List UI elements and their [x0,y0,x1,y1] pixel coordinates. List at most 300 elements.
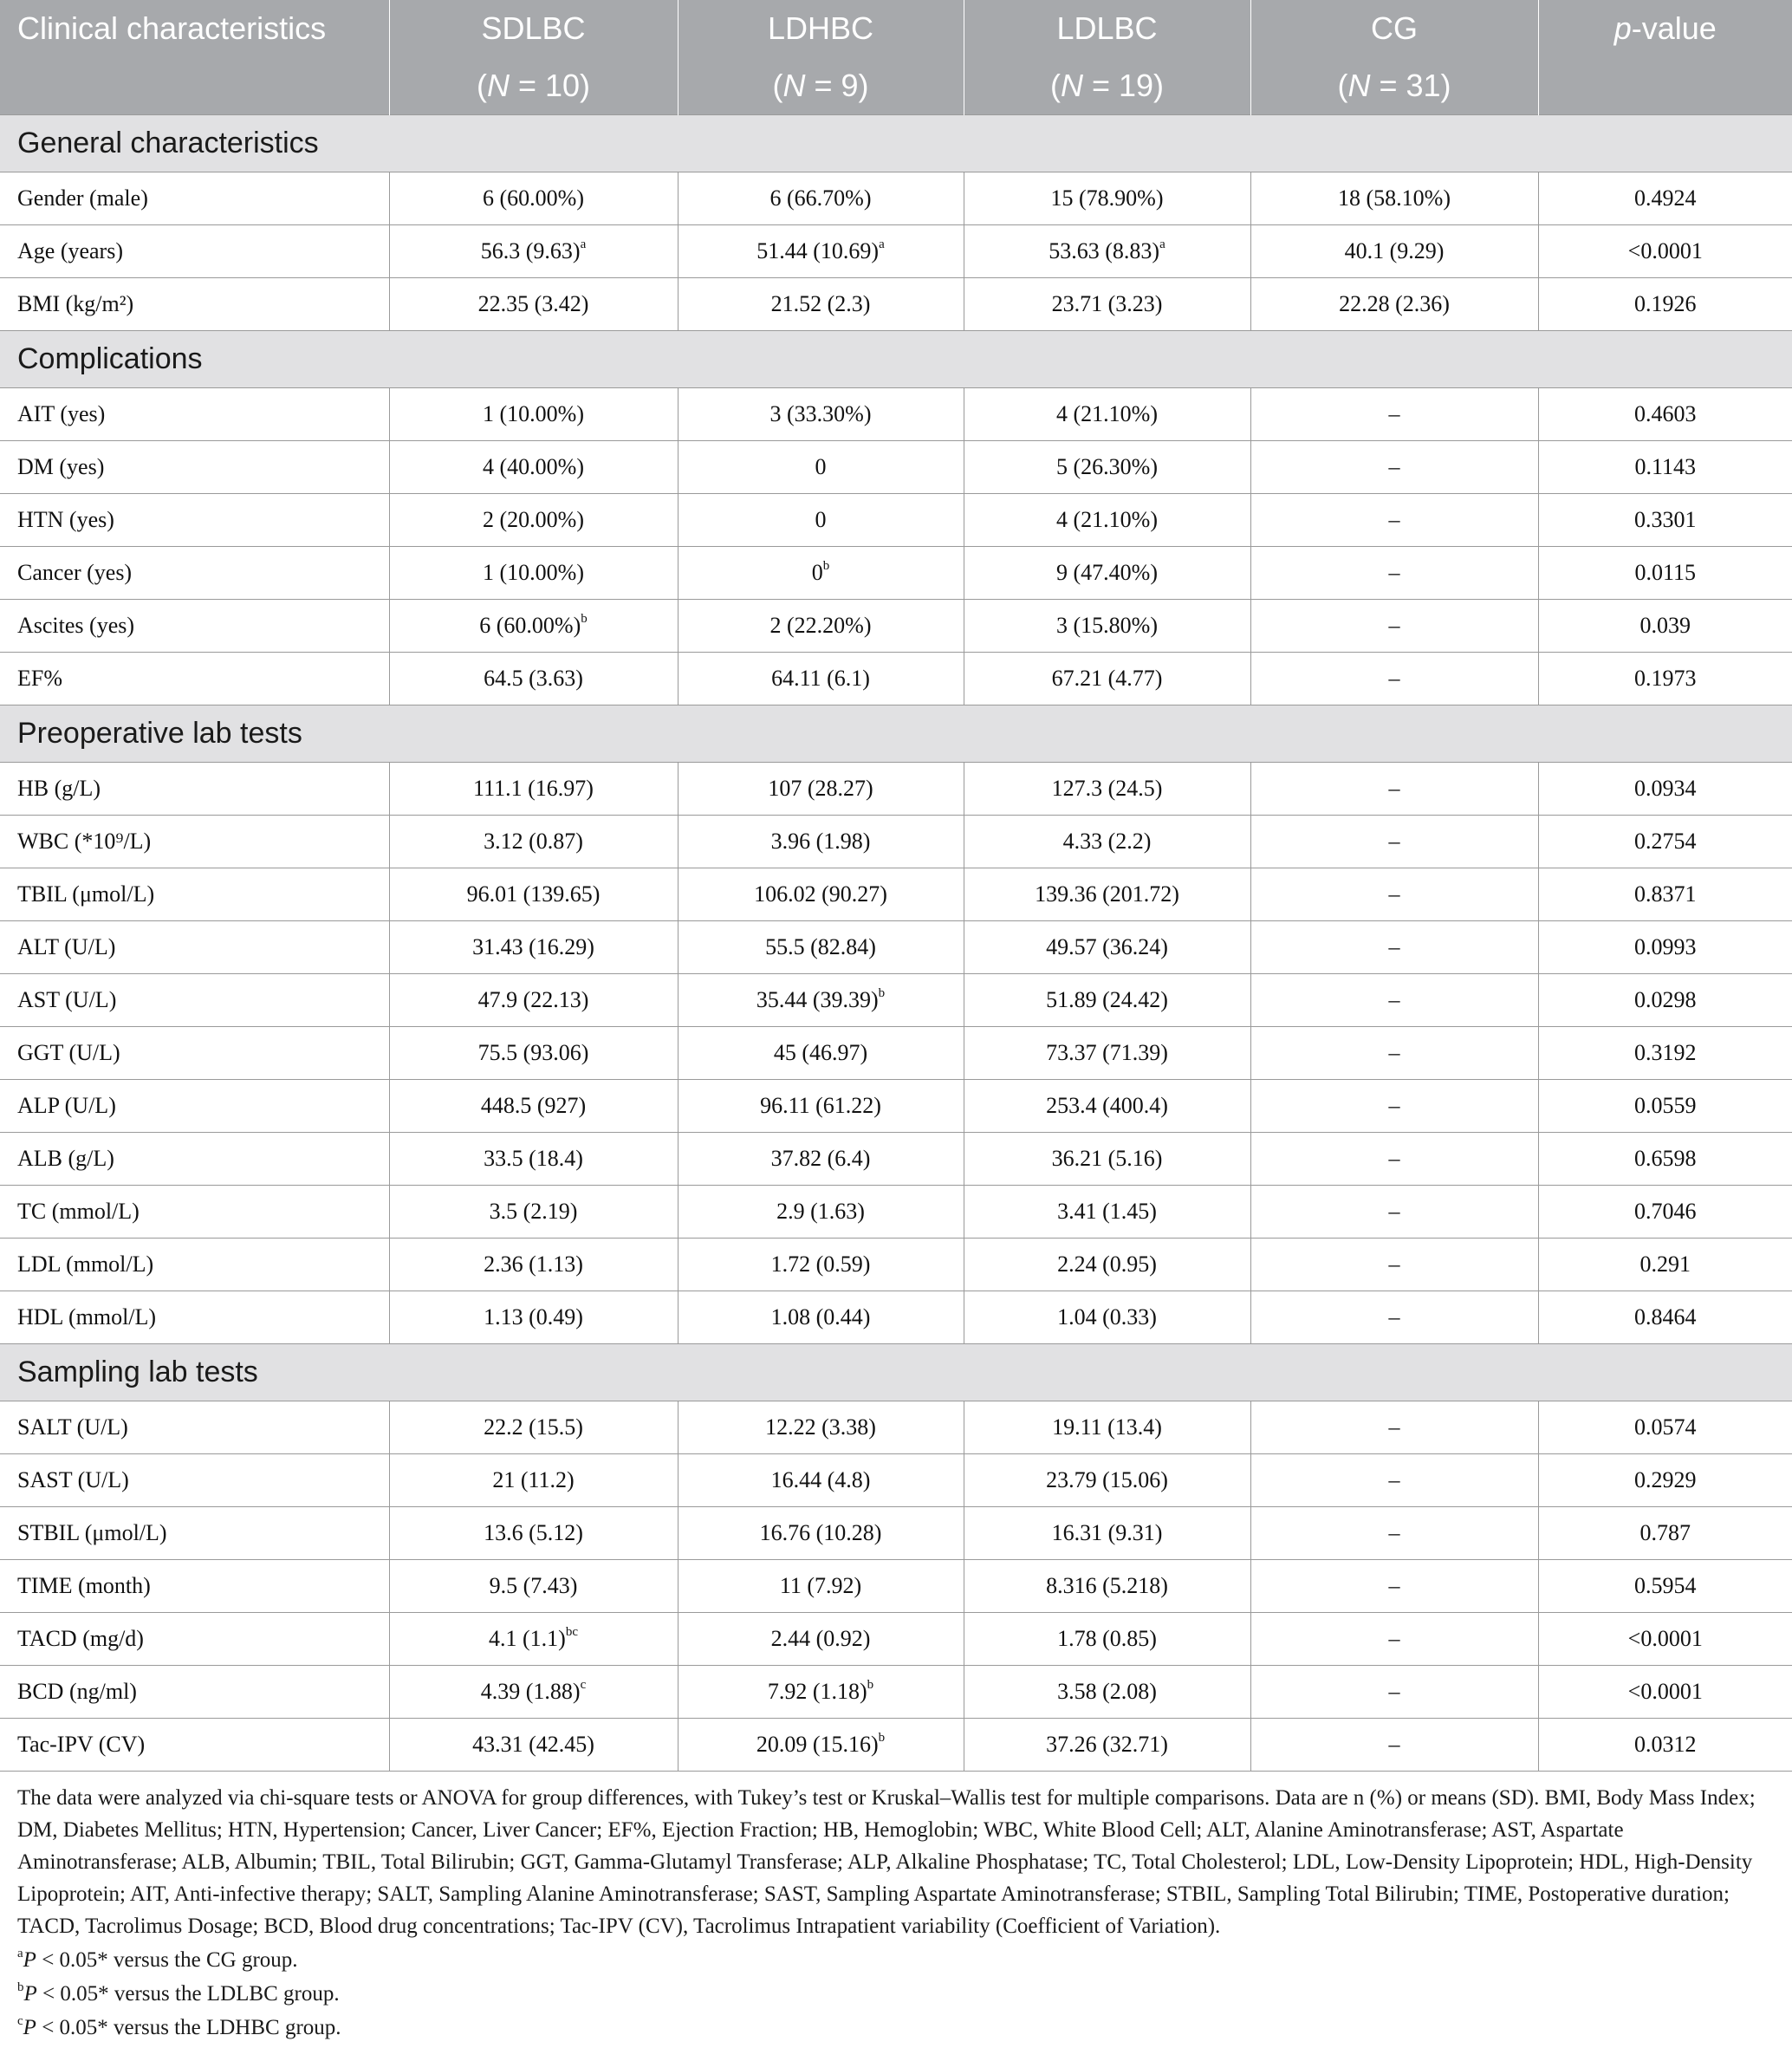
cell-p-value: 0.5954 [1538,1560,1792,1613]
significance-superscript: b [878,1731,886,1746]
cell-sdlbc [389,1186,678,1239]
row-label: LDL (mmol/L) [0,1239,389,1291]
table-row [0,494,1792,547]
cell-p-value: 0.0934 [1538,763,1792,816]
cell-cg [1250,763,1538,816]
cell-cg [1250,1719,1538,1772]
cell-sdlbc [389,388,678,441]
cell-value: 0 [815,454,827,479]
table-footnotes [0,1772,1792,2044]
row-label: DM (yes) [0,441,389,494]
cell-value: 64.11 (6.1) [771,666,870,691]
footnote-b [17,1978,1775,2010]
cell-ldhbc [678,600,964,653]
cell-ldhbc [678,653,964,705]
cell-value: 8.316 (5.218) [1046,1573,1168,1598]
table-row [0,1454,1792,1507]
cell-p-value: 0.0312 [1538,1719,1792,1772]
significance-superscript: b [822,559,830,574]
cell-cg [1250,172,1538,225]
cell-ldhbc [678,921,964,974]
table-row [0,278,1792,331]
cell-ldhbc [678,868,964,921]
section-title: Sampling lab tests [0,1344,1792,1401]
header-row-counts [0,57,1792,115]
cell-ldhbc [678,1560,964,1613]
cell-ldlbc [964,1719,1250,1772]
cell-sdlbc [389,278,678,331]
cell-value: – [1388,560,1400,585]
cell-p-value: <0.0001 [1538,225,1792,278]
cell-ldlbc [964,600,1250,653]
cell-value: 51.89 (24.42) [1046,987,1168,1012]
cell-value: 1.13 (0.49) [484,1304,583,1330]
cell-p-value: <0.0001 [1538,1613,1792,1666]
cell-value: 21.52 (2.3) [770,291,871,316]
cell-p-value: 0.0559 [1538,1080,1792,1133]
cell-value: 15 (78.90%) [1050,185,1164,211]
cell-p-value: 0.7046 [1538,1186,1792,1239]
cell-value: – [1388,1467,1400,1492]
row-label: HB (g/L) [0,763,389,816]
cell-value: 12.22 (3.38) [765,1414,876,1440]
n-open: ( [772,68,783,103]
cell-cg [1250,388,1538,441]
cell-sdlbc [389,441,678,494]
cell-p-value: 0.1926 [1538,278,1792,331]
cell-value: – [1388,666,1400,691]
cell-ldlbc [964,1666,1250,1719]
cell-ldhbc [678,1507,964,1560]
cell-value: 1.72 (0.59) [770,1252,871,1277]
cell-value: 4.1 (1.1) [489,1626,566,1651]
cell-value: 6 (60.00%) [479,613,581,638]
cell-ldhbc [678,494,964,547]
cell-value: 56.3 (9.63) [480,238,581,263]
table-row [0,921,1792,974]
cell-p-value: 0.3192 [1538,1027,1792,1080]
cell-sdlbc [389,921,678,974]
cell-p-value: <0.0001 [1538,1666,1792,1719]
cell-value: 3 (33.30%) [769,401,872,426]
cell-value: 64.5 (3.63) [484,666,583,691]
row-label: WBC (*10⁹/L) [0,816,389,868]
row-label: TACD (mg/d) [0,1613,389,1666]
row-label: Gender (male) [0,172,389,225]
footnote-c [17,2012,1775,2044]
section-title: General characteristics [0,115,1792,172]
cell-value: 55.5 (82.84) [765,934,876,959]
cell-value: – [1388,1414,1400,1440]
table-row [0,1133,1792,1186]
n-italic: N [1060,68,1083,103]
cell-ldlbc [964,1239,1250,1291]
cell-ldlbc [964,816,1250,868]
cell-value: 2.9 (1.63) [776,1199,865,1224]
significance-superscript: b [878,986,886,1001]
cell-value: – [1388,507,1400,532]
table-row [0,1239,1792,1291]
cell-cg [1250,1560,1538,1613]
cell-value: 3.41 (1.45) [1057,1199,1157,1224]
header-p-rest: -value [1631,10,1717,46]
table-row [0,1401,1792,1454]
cell-value: 6 (66.70%) [769,185,872,211]
footnote-a [17,1944,1775,1976]
cell-ldlbc [964,547,1250,600]
cell-sdlbc [389,1454,678,1507]
table-row [0,172,1792,225]
cell-value: 43.31 (42.45) [472,1732,594,1757]
table-row [0,1560,1792,1613]
footnote-p-italic: P [23,2016,36,2039]
cell-ldlbc [964,974,1250,1027]
cell-ldhbc [678,225,964,278]
cell-value: 1.08 (0.44) [770,1304,871,1330]
cell-ldlbc [964,172,1250,225]
n-value: = 10) [509,68,591,103]
table-row [0,600,1792,653]
cell-value: 253.4 (400.4) [1046,1093,1168,1118]
cell-cg [1250,868,1538,921]
cell-ldlbc [964,494,1250,547]
cell-sdlbc [389,1613,678,1666]
row-label: EF% [0,653,389,705]
cell-ldhbc [678,1613,964,1666]
n-open: ( [476,68,487,103]
cell-value: 73.37 (71.39) [1046,1040,1168,1065]
cell-value: – [1388,987,1400,1012]
cell-ldlbc [964,388,1250,441]
cell-sdlbc [389,1239,678,1291]
cell-ldlbc [964,1080,1250,1133]
cell-value: 16.44 (4.8) [770,1467,871,1492]
cell-value: 9 (47.40%) [1056,560,1158,585]
table-row [0,1080,1792,1133]
cell-value: 23.79 (15.06) [1046,1467,1168,1492]
cell-value: 21 (11.2) [492,1467,575,1492]
table-header [0,0,1792,115]
header-row-groups [0,0,1792,57]
footnote-p-italic: P [23,1948,36,1972]
cell-value: 5 (26.30%) [1056,454,1158,479]
cell-cg [1250,1454,1538,1507]
cell-value: 3 (15.80%) [1056,613,1158,638]
header-n-cg [1250,57,1538,115]
row-label: Age (years) [0,225,389,278]
section-header-row [0,1344,1792,1401]
footnote-text: < 0.05* versus the CG group. [36,1948,298,1972]
cell-sdlbc [389,816,678,868]
cell-value: 47.9 (22.13) [477,987,589,1012]
cell-value: 1 (10.00%) [483,560,584,585]
cell-ldlbc [964,1560,1250,1613]
header-clinical-characteristics: Clinical characteristics [0,0,389,57]
cell-value: – [1388,1732,1400,1757]
cell-value: 6 (60.00%) [483,185,584,211]
row-label: ALP (U/L) [0,1080,389,1133]
cell-ldlbc [964,921,1250,974]
cell-value: 18 (58.10%) [1338,185,1451,211]
n-open: ( [1337,68,1348,103]
cell-value: 33.5 (18.4) [484,1146,583,1171]
row-label: HTN (yes) [0,494,389,547]
cell-value: 4.39 (1.88) [480,1679,581,1704]
table-row [0,1719,1792,1772]
cell-ldlbc [964,1401,1250,1454]
cell-value: 3.12 (0.87) [484,829,583,854]
cell-value: 23.71 (3.23) [1051,291,1163,316]
cell-value: 22.35 (3.42) [477,291,589,316]
cell-sdlbc [389,1666,678,1719]
cell-ldhbc [678,388,964,441]
cell-value: 53.63 (8.83) [1049,238,1160,263]
cell-cg [1250,1186,1538,1239]
footnote-description: The data were analyzed via chi-square tests or ANOVA for group differences, with Tukey’s test or Kruskal–Wallis test for multiple comparisons. Data are n (%) or means (SD). BMI, Body Mass Index; DM, Diabetes Mellitus; HTN, Hypertension; Cancer, Liver Cancer; EF%, Ejection Fraction; HB, Hemoglobin; WBC, White Blood Cell; ALT, Alanine Aminotransferase; AST, Aspartate Aminotransferase; ALB, Albumin; TBIL, Total Bilirubin; GGT, Gamma-Glutamyl Transferase; ALP, Alkaline Phosphatase; TC, Total Cholesterol; LDL, Low-Density Lipoprotein; HDL, High-Density Lipoprotein; AIT, Anti-infective therapy; SALT, Sampling Alanine Aminotransferase; SAST, Sampling Aspartate Aminotransferase; STBIL, Sampling Total Bilirubin; TIME, Postoperative duration; TACD, Tacrolimus Dosage; BCD, Blood drug concentrations; Tac-IPV (CV), Tacrolimus Intrapatient variability (Coefficient of Variation). [17,1786,1756,1938]
cell-value: 22.2 (15.5) [484,1414,583,1440]
cell-value: 4 (40.00%) [483,454,584,479]
cell-cg [1250,1613,1538,1666]
table-row [0,653,1792,705]
cell-p-value: 0.291 [1538,1239,1792,1291]
n-italic: N [486,68,510,103]
cell-p-value: 0.0115 [1538,547,1792,600]
cell-p-value: 0.8464 [1538,1291,1792,1344]
cell-sdlbc [389,1027,678,1080]
footnote-mark: b [17,1980,24,1994]
cell-p-value: 0.1973 [1538,653,1792,705]
cell-cg [1250,974,1538,1027]
cell-ldlbc [964,868,1250,921]
cell-cg [1250,653,1538,705]
cell-sdlbc [389,974,678,1027]
cell-ldhbc [678,547,964,600]
cell-value: 11 (7.92) [779,1573,862,1598]
cell-value: 106.02 (90.27) [754,881,887,907]
cell-value: 107 (28.27) [768,776,873,801]
cell-sdlbc [389,1080,678,1133]
section-title: Complications [0,331,1792,388]
cell-sdlbc [389,1133,678,1186]
significance-superscript: bc [565,1625,578,1640]
cell-ldhbc [678,1291,964,1344]
table-row [0,1186,1792,1239]
cell-value: 448.5 (927) [480,1093,587,1118]
cell-ldhbc [678,278,964,331]
cell-value: 0 [815,507,827,532]
cell-ldhbc [678,441,964,494]
cell-cg [1250,1133,1538,1186]
cell-ldhbc [678,816,964,868]
section-header-row [0,705,1792,763]
header-n-ldlbc [964,57,1250,115]
cell-value: 36.21 (5.16) [1051,1146,1163,1171]
cell-value: 9.5 (7.43) [489,1573,578,1598]
header-ldhbc: LDHBC [678,0,964,57]
cell-p-value: 0.0298 [1538,974,1792,1027]
cell-value: 40.1 (9.29) [1344,238,1445,263]
significance-superscript: c [580,1678,587,1693]
cell-value: 4.33 (2.2) [1062,829,1152,854]
cell-ldhbc [678,1239,964,1291]
cell-ldlbc [964,1027,1250,1080]
cell-ldlbc [964,1613,1250,1666]
cell-sdlbc [389,868,678,921]
cell-cg [1250,441,1538,494]
cell-p-value: 0.4924 [1538,172,1792,225]
cell-value: 51.44 (10.69) [756,238,880,263]
section-title: Preoperative lab tests [0,705,1792,763]
cell-ldhbc [678,1080,964,1133]
cell-value: 16.31 (9.31) [1051,1520,1163,1545]
cell-value: 4 (21.10%) [1056,507,1158,532]
n-italic: N [782,68,806,103]
cell-value: 3.96 (1.98) [770,829,871,854]
cell-p-value: 0.039 [1538,600,1792,653]
footnote-significance-notes [17,1944,1775,2044]
table-row [0,388,1792,441]
cell-value: 139.36 (201.72) [1035,881,1179,907]
row-label: AIT (yes) [0,388,389,441]
row-label: TBIL (μmol/L) [0,868,389,921]
cell-value: 0 [811,560,823,585]
table-body [0,115,1792,1772]
row-label: SALT (U/L) [0,1401,389,1454]
header-n-sdlbc [389,57,678,115]
cell-value: 7.92 (1.18) [767,1679,867,1704]
cell-cg [1250,1507,1538,1560]
cell-value: 2 (22.20%) [769,613,872,638]
cell-sdlbc [389,1401,678,1454]
cell-cg [1250,600,1538,653]
row-label: AST (U/L) [0,974,389,1027]
cell-cg [1250,547,1538,600]
n-italic: N [1347,68,1371,103]
cell-value: – [1388,1520,1400,1545]
table-row [0,441,1792,494]
cell-sdlbc [389,547,678,600]
cell-p-value: 0.0993 [1538,921,1792,974]
row-label: TC (mmol/L) [0,1186,389,1239]
cell-p-value: 0.2929 [1538,1454,1792,1507]
cell-ldhbc [678,974,964,1027]
row-label: SAST (U/L) [0,1454,389,1507]
cell-p-value: 0.4603 [1538,388,1792,441]
cell-ldlbc [964,278,1250,331]
header-blank-p [1538,57,1792,115]
cell-value: – [1388,1304,1400,1330]
cell-value: 96.01 (139.65) [466,881,601,907]
cell-sdlbc [389,1719,678,1772]
cell-ldlbc [964,441,1250,494]
cell-value: – [1388,776,1400,801]
cell-ldlbc [964,1291,1250,1344]
row-label: Ascites (yes) [0,600,389,653]
cell-ldlbc [964,225,1250,278]
cell-p-value: 0.787 [1538,1507,1792,1560]
cell-value: 1.78 (0.85) [1057,1626,1157,1651]
cell-cg [1250,1291,1538,1344]
cell-value: 35.44 (39.39) [756,987,879,1012]
cell-value: – [1388,1146,1400,1171]
cell-sdlbc [389,1507,678,1560]
cell-cg [1250,921,1538,974]
cell-ldlbc [964,1454,1250,1507]
table-row [0,1291,1792,1344]
cell-value: 31.43 (16.29) [472,934,594,959]
n-value: = 19) [1082,68,1165,103]
cell-cg [1250,1080,1538,1133]
cell-sdlbc [389,494,678,547]
cell-p-value: 0.3301 [1538,494,1792,547]
cell-ldhbc [678,1401,964,1454]
cell-ldhbc [678,1027,964,1080]
cell-value: 75.5 (93.06) [477,1040,589,1065]
header-p-italic: p [1613,10,1632,46]
cell-value: – [1388,829,1400,854]
cell-p-value: 0.8371 [1538,868,1792,921]
cell-value: 3.58 (2.08) [1057,1679,1157,1704]
footnote-mark: c [17,2013,23,2028]
table-row [0,974,1792,1027]
cell-value: – [1388,1679,1400,1704]
n-value: = 9) [805,68,869,103]
header-p-value [1538,0,1792,57]
cell-value: 1.04 (0.33) [1057,1304,1157,1330]
cell-cg [1250,1666,1538,1719]
n-value: = 31) [1370,68,1451,103]
cell-value: 37.82 (6.4) [770,1146,871,1171]
cell-value: – [1388,1093,1400,1118]
cell-ldlbc [964,1186,1250,1239]
cell-value: 16.76 (10.28) [759,1520,882,1545]
row-label: BCD (ng/ml) [0,1666,389,1719]
table-row [0,225,1792,278]
row-label: BMI (kg/m²) [0,278,389,331]
cell-sdlbc [389,600,678,653]
cell-value: – [1388,881,1400,907]
cell-value: – [1388,1252,1400,1277]
cell-value: 1 (10.00%) [483,401,584,426]
cell-cg [1250,1239,1538,1291]
cell-value: – [1388,613,1400,638]
table-row [0,1027,1792,1080]
cell-ldlbc [964,653,1250,705]
table-row [0,763,1792,816]
cell-value: 2.36 (1.13) [484,1252,583,1277]
cell-value: – [1388,1573,1400,1598]
cell-ldlbc [964,1133,1250,1186]
table-row [0,1666,1792,1719]
cell-ldlbc [964,1507,1250,1560]
cell-ldlbc [964,763,1250,816]
cell-cg [1250,278,1538,331]
cell-value: 4 (21.10%) [1056,401,1158,426]
cell-value: – [1388,401,1400,426]
cell-cg [1250,225,1538,278]
header-blank [0,57,389,115]
cell-value: 19.11 (13.4) [1052,1414,1162,1440]
significance-superscript: b [867,1678,874,1693]
row-label: GGT (U/L) [0,1027,389,1080]
cell-sdlbc [389,225,678,278]
cell-sdlbc [389,1291,678,1344]
cell-ldhbc [678,1454,964,1507]
cell-value: 96.11 (61.22) [760,1093,881,1118]
header-n-ldhbc [678,57,964,115]
row-label: ALB (g/L) [0,1133,389,1186]
cell-sdlbc [389,172,678,225]
